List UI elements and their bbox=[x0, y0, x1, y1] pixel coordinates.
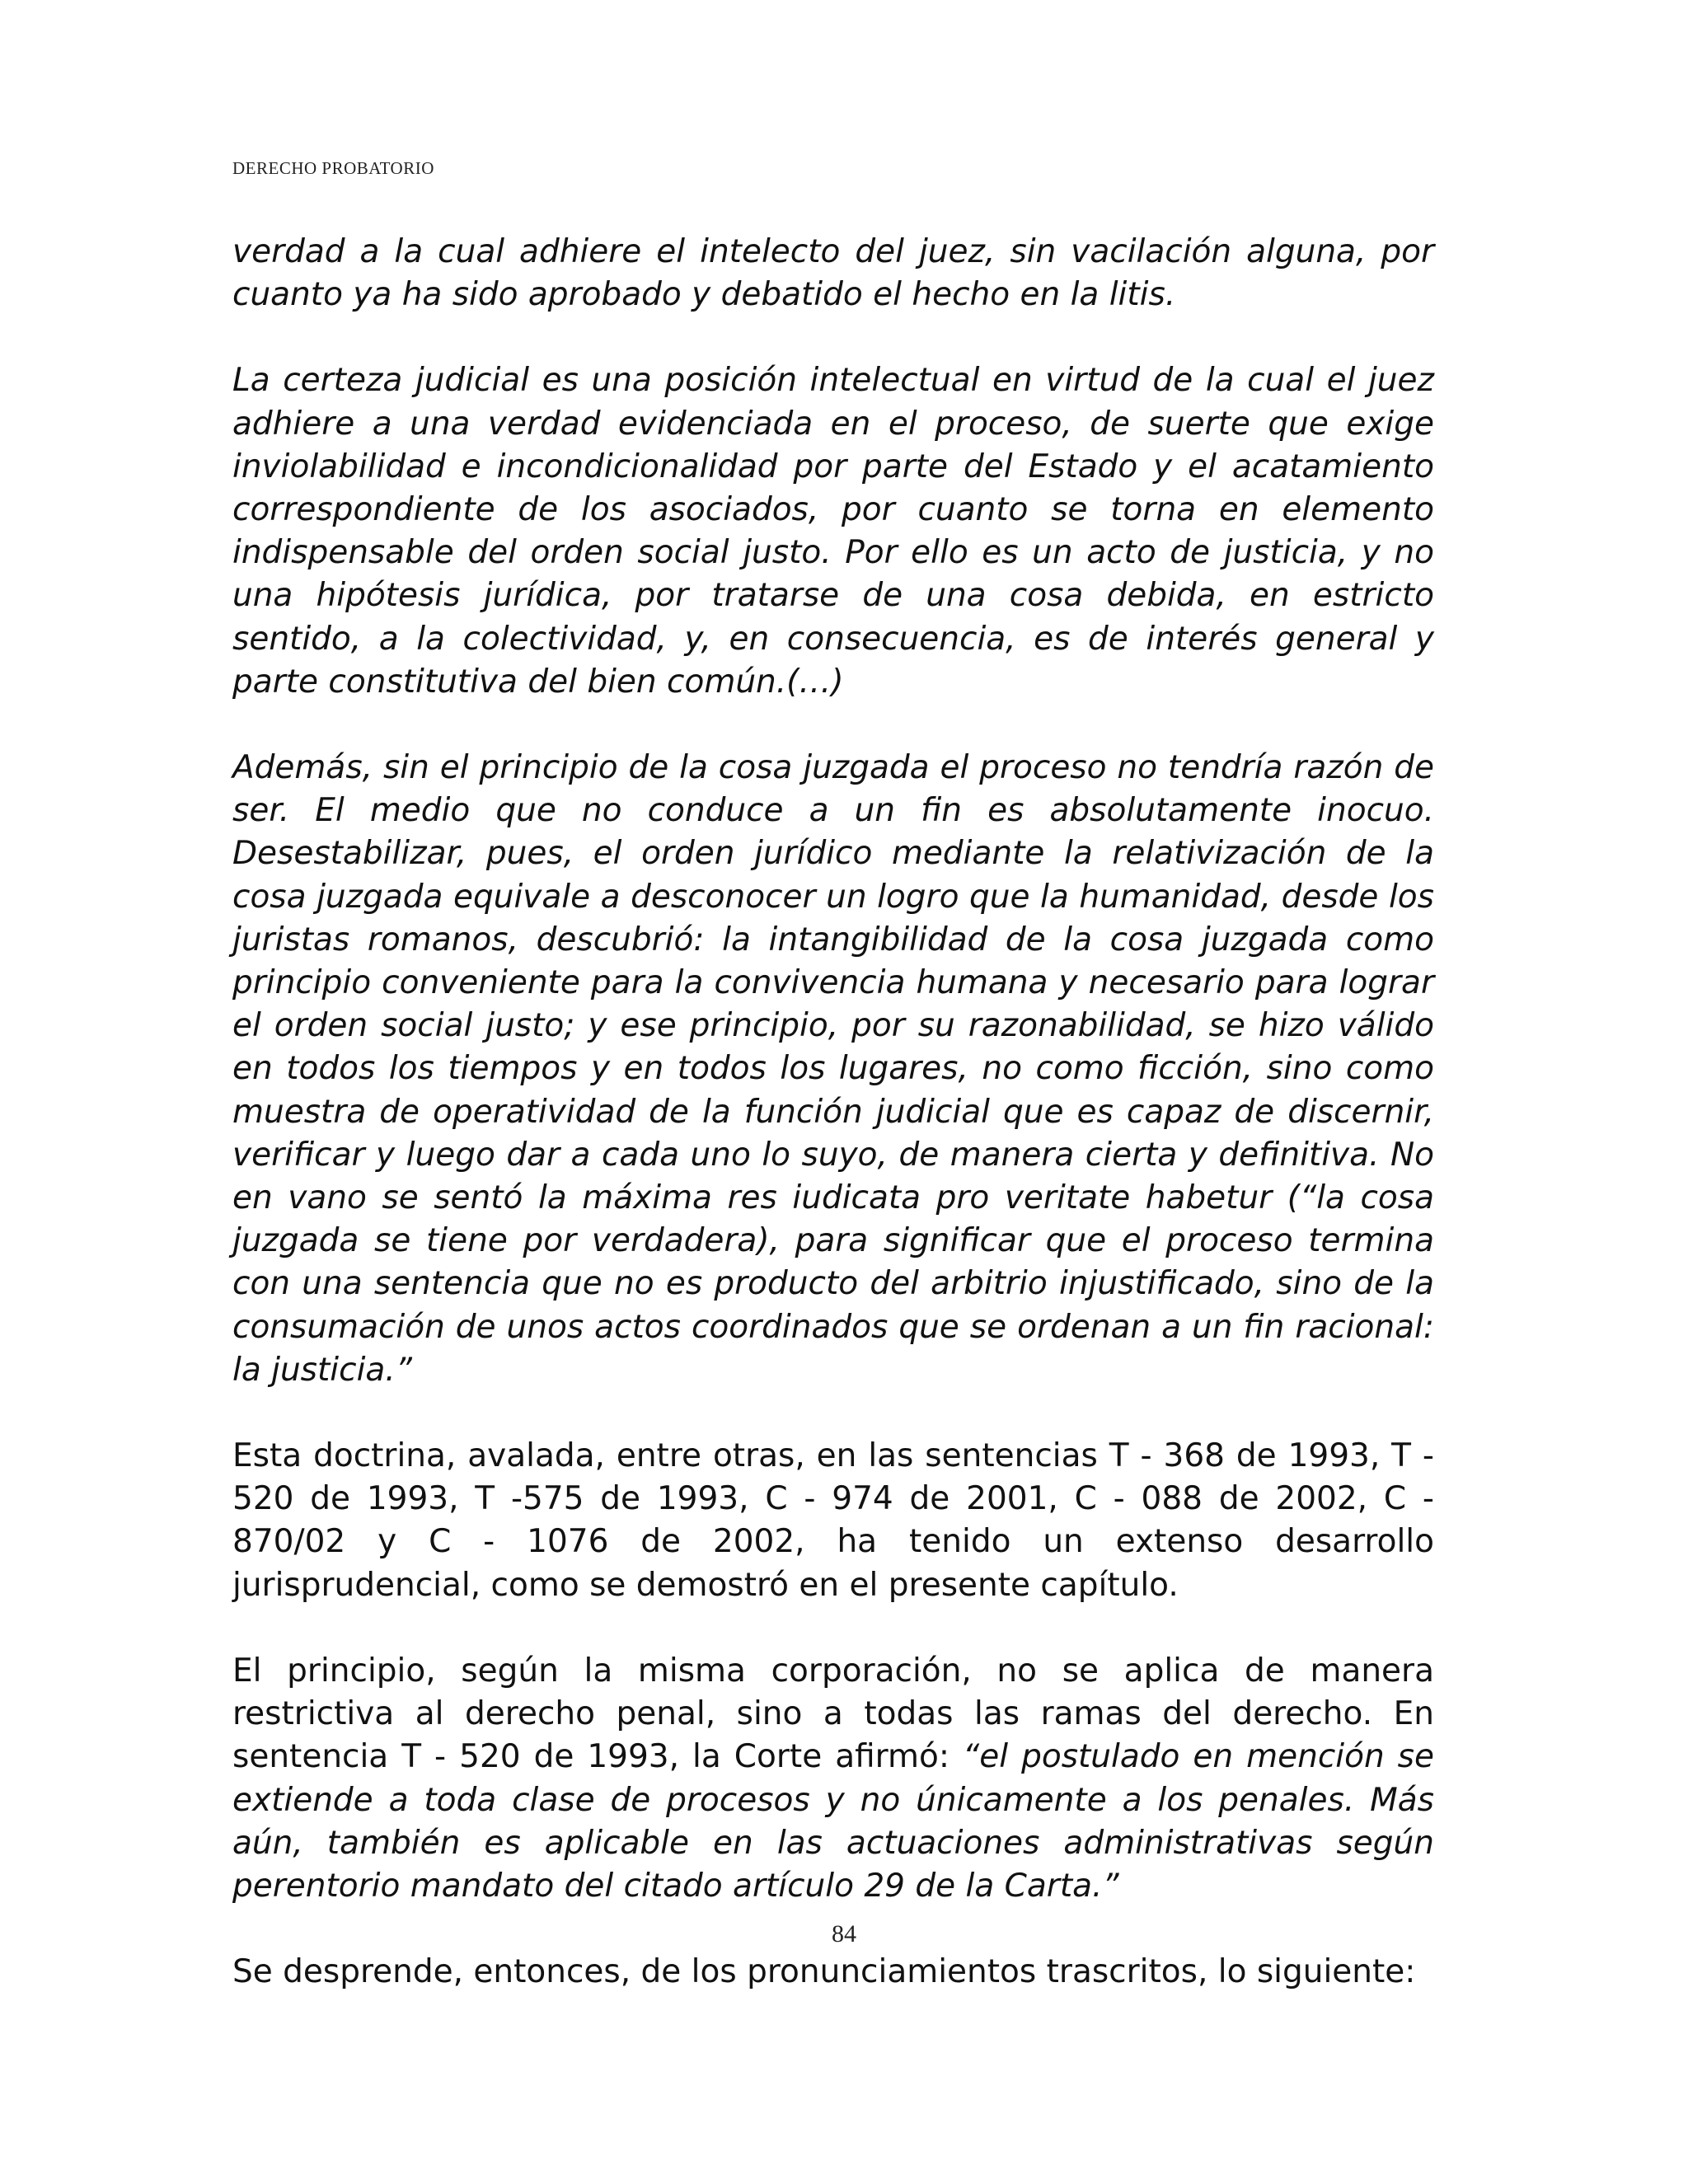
body-paragraph-conclusion: Se desprende, entonces, de los pronunciamientos trascritos, lo siguiente: bbox=[232, 1953, 1416, 1991]
page-number: 84 bbox=[832, 1920, 856, 1947]
running-header: DERECHO PROBATORIO bbox=[232, 158, 434, 178]
principle-text: El principio, según la misma corporación, no se aplica de manera restrictiva al derecho penal, sino a todas las ramas del derecho. En sentencia T - 520 de 1993, la Corte afirmó: bbox=[232, 1652, 1434, 1776]
quote-paragraph-1: verdad a la cual adhiere el intelecto del juez, sin vacilación alguna, por cuanto ya ha sido aprobado y debatido el hecho en la litis. bbox=[232, 233, 1434, 314]
body-paragraph-principle bbox=[232, 1650, 1434, 1908]
quote-paragraph-3: Además, sin el principio de la cosa juzgada el proceso no tendría razón de ser. El medio que no conduce a un fin es absolutamente inocuo. Desestabilizar, pues, el orden jurídico mediante la relativización de la cosa juzgada equivale a desconocer un logro que la humanidad, desde los juristas romanos, descubrió: la intangibilidad de la cosa juzgada como principio conveniente para la convivencia humana y necesario para lograr el orden social justo; y ese principio, por su razonabilidad, se hizo válido en todos los tiempos y en todos los lugares, no como ficción, sino como muestra de operatividad de la función judicial que es capaz de discernir, verificar y luego dar a cada uno lo suyo, de manera cierta y definitiva. No en vano se sentó la máxima res iudicata pro veritate habetur (“la cosa juzgada se tiene por verdadera), para significar que el proceso termina con una sentencia que no es producto del arbitrio injustificado, sino de la consumación de unos actos coordinados que se ordenan a un fin racional: la justicia.” bbox=[232, 749, 1434, 1389]
quote-paragraph-2: La certeza judicial es una posición intelectual en virtud de la cual el juez adhiere a una verdad evidenciada en el proceso, de suerte que exige inviolabilidad e incondicionalidad por parte del Estado y el acatamiento correspondiente de los asociados, por cuanto se torna en elemento indispensable del orden social justo. Por ello es un acto de justicia, y no una hipótesis jurídica, por tratarse de una cosa debida, en estricto sentido, a la colectividad, y, en consecuencia, es de interés general y parte constitutiva del bien común.(…) bbox=[232, 362, 1434, 701]
page-body bbox=[232, 231, 1434, 1994]
body-paragraph-doctrine: Esta doctrina, avalada, entre otras, en las sentencias T - 368 de 1993, T - 520 de 1993, T -575 de 1993, C - 974 de 2001, C - 088 de 2002, C - 870/02 y C - 1076 de 2002, ha tenido un extenso desarrollo jurisprudencial, como se demostró en el presente capítulo. bbox=[232, 1437, 1434, 1604]
principle-quote: “el postulado en mención se extiende a toda clase de procesos y no únicamente a los penales. Más aún, también es aplicable en las actuaciones administrativas según perentorio mandato del citado artículo 29 de la Carta.” bbox=[232, 1738, 1434, 1905]
